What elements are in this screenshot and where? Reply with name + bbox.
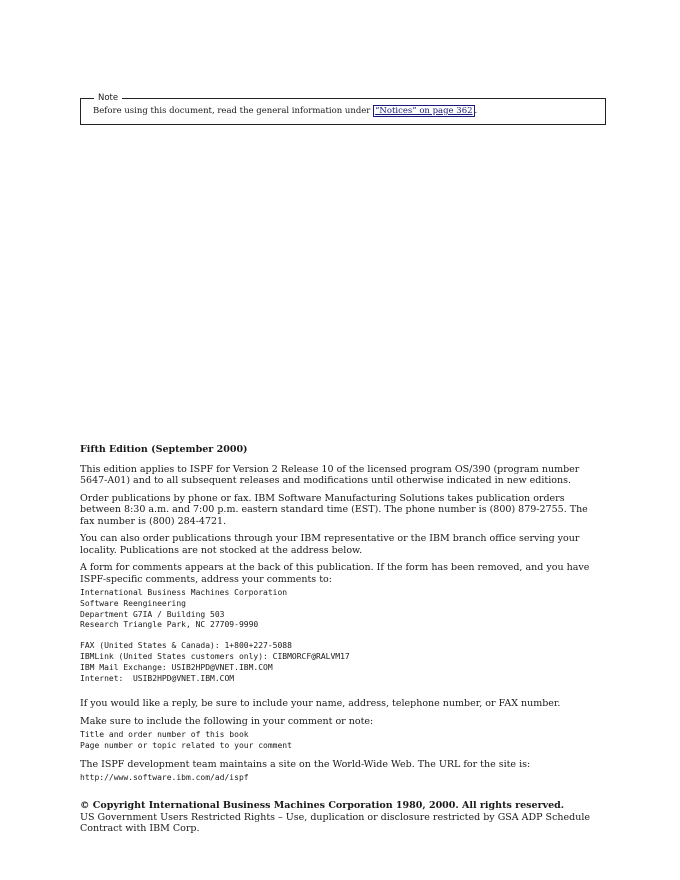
- fax-line: FAX (United States & Canada): 1+800+227-5088: [80, 641, 292, 651]
- address-line: Software Reengineering: [80, 598, 186, 608]
- address-line: Research Triangle Park, NC 27709-9990: [80, 620, 259, 630]
- copyright-line: © Copyright International Business Machines Corporation 1980, 2000. All rights reserved.: [80, 800, 565, 812]
- note-box: [80, 93, 606, 125]
- edition-notice: [80, 444, 600, 841]
- address-block: [80, 588, 600, 631]
- edition-heading: Fifth Edition (September 2000): [80, 444, 248, 455]
- edition-applies-paragraph: This edition applies to ISPF for Version 2 Release 10 of the licensed program OS/390 (program number 5647-A01) and to all subsequent releases and modifications until otherwise indicated in new editions.: [80, 463, 580, 486]
- restricted-rights: US Government Users Restricted Rights – Use, duplication or disclosure restricted by GSA ADP Schedule Contract with IBM Corp.: [80, 811, 590, 835]
- ibmlink-line: IBMLink (United States customers only): CIBMORCF@RALVM17: [80, 651, 350, 661]
- comments-form-paragraph: A form for comments appears at the back of this publication. If the form has been removed, and you have ISPF-specific comments, address your comments to:: [80, 562, 590, 585]
- reply-paragraph: If you would like a reply, be sure to include your name, address, telephone number, or FAX number.: [80, 698, 561, 710]
- include-paragraph: Make sure to include the following in your comment or note:: [80, 715, 374, 727]
- address-line: Department G7IA / Building 503: [80, 609, 225, 619]
- address-line: International Business Machines Corporation: [80, 588, 288, 597]
- note-text-before: Before using this document, read the general information under: [93, 106, 374, 116]
- note-title: Note: [94, 93, 122, 104]
- url-text: http://www.software.ibm.com/ad/ispf: [80, 773, 249, 783]
- note-text: [93, 106, 477, 117]
- notices-link[interactable]: “Notices” on page 362: [375, 106, 473, 116]
- include-list: [80, 730, 600, 752]
- web-paragraph: The ISPF development team maintains a site on the World-Wide Web. The URL for the site is:: [80, 758, 531, 770]
- list-item: Page number or topic related to your comment: [80, 741, 292, 751]
- mail-line: IBM Mail Exchange: USIB2HPD@VNET.IBM.COM: [80, 662, 273, 672]
- spacer: [80, 631, 600, 641]
- internet-line: Internet: USIB2HPD@VNET.IBM.COM: [80, 673, 235, 683]
- representative-paragraph: You can also order publications through your IBM representative or the IBM branch office serving your locality. Publications are not stocked at the address below.: [80, 533, 580, 556]
- order-paragraph: Order publications by phone or fax. IBM Software Manufacturing Solutions takes publication orders between 8:30 a.m. and 7:00 p.m. eastern standard time (EST). The phone number is (800) 879-2755. The fax number is (800) 284-4721.: [80, 492, 588, 527]
- list-item: Title and order number of this book: [80, 730, 249, 740]
- contact-block: [80, 641, 600, 684]
- note-text-after: .: [474, 106, 478, 116]
